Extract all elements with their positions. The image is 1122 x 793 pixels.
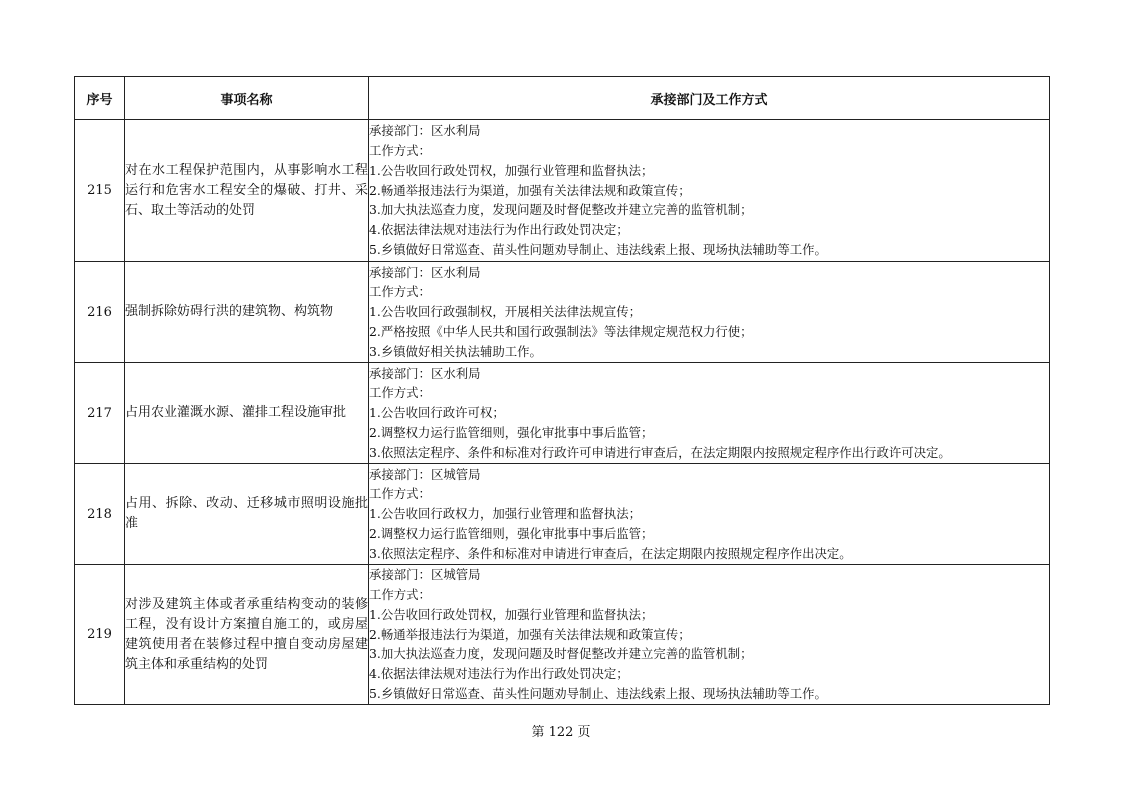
- dept-line: 1.公告收回行政处罚权，加强行业管理和监督执法；: [369, 606, 654, 622]
- header-matter-name: 事项名称: [125, 77, 369, 120]
- dept-line: 承接部门：区水利局: [369, 264, 481, 280]
- table-row: [75, 120, 1050, 262]
- dept-line: 1.公告收回行政权力，加强行业管理和监督执法；: [369, 506, 642, 522]
- dept-line: 3.依照法定程序、条件和标准对行政许可申请进行审查后，在法定期限内按照规定程序作出行政许可决定。: [369, 444, 951, 460]
- table-row: [75, 262, 1050, 363]
- dept-line: 承接部门：区水利局: [369, 123, 481, 139]
- row-department-method: [369, 464, 1050, 565]
- row-department-method: [369, 120, 1050, 262]
- dept-line: 3.加大执法巡查力度，发现问题及时督促整改并建立完善的监管机制；: [369, 646, 753, 662]
- dept-line: 工作方式：: [369, 587, 431, 602]
- dept-line: 2.畅通举报违法行为渠道，加强有关法律法规和政策宣传；: [369, 626, 691, 642]
- dept-line: 1.公告收回行政处罚权，加强行业管理和监督执法；: [369, 162, 654, 178]
- row-serial-number: 217: [75, 363, 125, 464]
- header-department-method: 承接部门及工作方式: [369, 77, 1050, 120]
- dept-line: 工作方式：: [369, 143, 431, 158]
- row-matter-name: 对涉及建筑主体或者承重结构变动的装修工程，没有设计方案擅自施工的，或房屋建筑使用者在装修过程中擅自变动房屋建筑主体和承重结构的处罚: [125, 565, 369, 705]
- header-serial-number: 序号: [75, 77, 125, 120]
- dept-line: 4.依据法律法规对违法行为作出行政处罚决定；: [369, 222, 629, 238]
- row-department-method: [369, 565, 1050, 705]
- dept-line: 4.依据法律法规对违法行为作出行政处罚决定；: [369, 666, 629, 682]
- dept-line: 1.公告收回行政许可权；: [369, 405, 505, 421]
- dept-line: 工作方式：: [369, 284, 431, 300]
- table-row: [75, 565, 1050, 705]
- page-number: 第 122 页: [531, 725, 591, 740]
- row-matter-name: 对在水工程保护范围内，从事影响水工程运行和危害水工程安全的爆破、打井、采石、取土等活动的处罚: [125, 120, 369, 262]
- row-matter-name: 强制拆除妨碍行洪的建筑物、构筑物: [125, 262, 369, 363]
- row-matter-name: 占用、拆除、改动、迁移城市照明设施批准: [125, 464, 369, 565]
- dept-line: 2.严格按照《中华人民共和国行政强制法》等法律规定规范权力行使；: [369, 323, 753, 339]
- row-serial-number: 216: [75, 262, 125, 363]
- table-row: [75, 363, 1050, 464]
- table-header: [75, 77, 1050, 120]
- row-serial-number: 218: [75, 464, 125, 565]
- dept-line: 2.调整权力运行监管细则，强化审批事中事后监管；: [369, 424, 654, 440]
- row-serial-number: 219: [75, 565, 125, 705]
- dept-line: 承接部门：区城管局: [369, 466, 481, 482]
- dept-line: 2.畅通举报违法行为渠道，加强有关法律法规和政策宣传；: [369, 182, 691, 198]
- dept-line: 3.依照法定程序、条件和标准对申请进行审查后，在法定期限内按照规定程序作出决定。: [369, 545, 852, 561]
- row-department-method: [369, 363, 1050, 464]
- dept-line: 承接部门：区水利局: [369, 365, 481, 381]
- matters-table: [74, 76, 1050, 705]
- row-department-method: [369, 262, 1050, 363]
- dept-line: 5.乡镇做好日常巡查、苗头性问题劝导制止、违法线索上报、现场执法辅助等工作。: [369, 685, 827, 701]
- table-row: [75, 464, 1050, 565]
- dept-line: 1.公告收回行政强制权，开展相关法律法规宣传；: [369, 304, 642, 320]
- row-matter-name: 占用农业灌溉水源、灌排工程设施审批: [125, 363, 369, 464]
- dept-line: 3.加大执法巡查力度，发现问题及时督促整改并建立完善的监管机制；: [369, 202, 753, 218]
- row-serial-number: 215: [75, 120, 125, 262]
- dept-line: 工作方式：: [369, 385, 431, 401]
- dept-line: 5.乡镇做好日常巡查、苗头性问题劝导制止、违法线索上报、现场执法辅助等工作。: [369, 241, 827, 257]
- dept-line: 承接部门：区城管局: [369, 567, 481, 583]
- dept-line: 3.乡镇做好相关执法辅助工作。: [369, 343, 542, 359]
- dept-line: 2.调整权力运行监管细则，强化审批事中事后监管；: [369, 525, 654, 541]
- dept-line: 工作方式：: [369, 486, 431, 502]
